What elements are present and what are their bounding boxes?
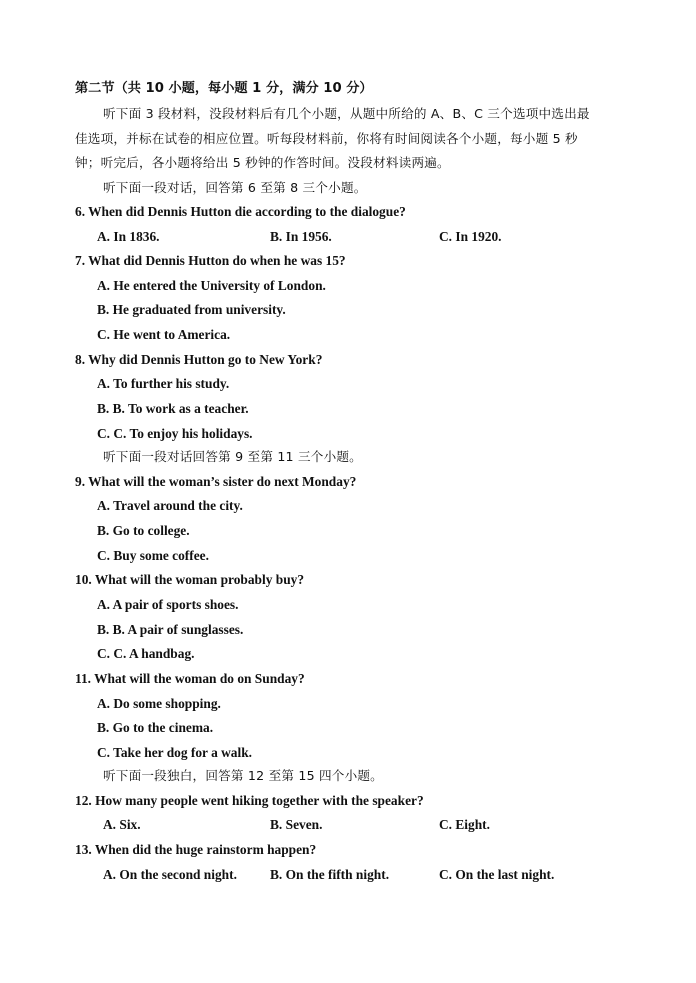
q8-option-a: A. To further his study. bbox=[97, 376, 230, 391]
q9-option-b: B. Go to college. bbox=[97, 523, 190, 538]
section-title: 第二节（共 10 小题，每小题 1 分，满分 10 分） bbox=[75, 81, 373, 96]
q6-option-a: A. In 1836. bbox=[97, 229, 160, 244]
q13-option-b: B. On the fifth night. bbox=[270, 867, 390, 882]
q6-option-c: C. In 1920. bbox=[439, 229, 502, 244]
q13-option-a: A. On the second night. bbox=[103, 867, 237, 882]
question-13: 13. When did the huge rainstorm happen? bbox=[75, 842, 317, 857]
group-intro-1: 听下面一段对话，回答第 6 至第 8 三个小题。 bbox=[103, 180, 367, 195]
instructions-line-3: 钟；听完后，各小题将给出 5 秒钟的作答时间。没段材料读两遍。 bbox=[75, 155, 450, 170]
q8-option-b: B. B. To work as a teacher. bbox=[97, 401, 249, 416]
q12-option-b: B. Seven. bbox=[270, 817, 323, 832]
instructions-line-2: 佳选项，并标在试卷的相应位置。听每段材料前，你将有时间阅读各个小题，每小题 5 秒 bbox=[75, 131, 578, 146]
question-7: 7. What did Dennis Hutton do when he was 15? bbox=[75, 253, 346, 268]
q9-option-c: C. Buy some coffee. bbox=[97, 548, 209, 563]
q10-option-a: A. A pair of sports shoes. bbox=[97, 597, 239, 612]
instructions-line-1: 听下面 3 段材料，没段材料后有几个小题，从题中所给的 A、B、C 三个选项中选出最 bbox=[103, 106, 590, 121]
question-11: 11. What will the woman do on Sunday? bbox=[75, 671, 305, 686]
q6-option-b: B. In 1956. bbox=[270, 229, 332, 244]
q10-option-b: B. B. A pair of sunglasses. bbox=[97, 622, 244, 637]
question-8: 8. Why did Dennis Hutton go to New York? bbox=[75, 352, 323, 367]
q7-option-a: A. He entered the University of London. bbox=[97, 278, 326, 293]
question-6: 6. When did Dennis Hutton die according to the dialogue? bbox=[75, 204, 406, 219]
q11-option-c: C. Take her dog for a walk. bbox=[97, 745, 253, 760]
q7-option-b: B. He graduated from university. bbox=[97, 302, 286, 317]
group-intro-2: 听下面一段对话回答第 9 至第 11 三个小题。 bbox=[103, 449, 362, 464]
q12-option-c: C. Eight. bbox=[439, 817, 490, 832]
q7-option-c: C. He went to America. bbox=[97, 327, 231, 342]
question-10: 10. What will the woman probably buy? bbox=[75, 572, 305, 587]
q12-option-a: A. Six. bbox=[103, 817, 141, 832]
question-12: 12. How many people went hiking together with the speaker? bbox=[75, 793, 424, 808]
q10-option-c: C. C. A handbag. bbox=[97, 646, 195, 661]
group-intro-3: 听下面一段独白，回答第 12 至第 15 四个小题。 bbox=[103, 768, 383, 783]
q8-option-c: C. C. To enjoy his holidays. bbox=[97, 426, 253, 441]
q9-option-a: A. Travel around the city. bbox=[97, 498, 243, 513]
q11-option-a: A. Do some shopping. bbox=[97, 696, 221, 711]
q13-option-c: C. On the last night. bbox=[439, 867, 555, 882]
q11-option-b: B. Go to the cinema. bbox=[97, 720, 214, 735]
question-9: 9. What will the woman’s sister do next Monday? bbox=[75, 474, 357, 489]
